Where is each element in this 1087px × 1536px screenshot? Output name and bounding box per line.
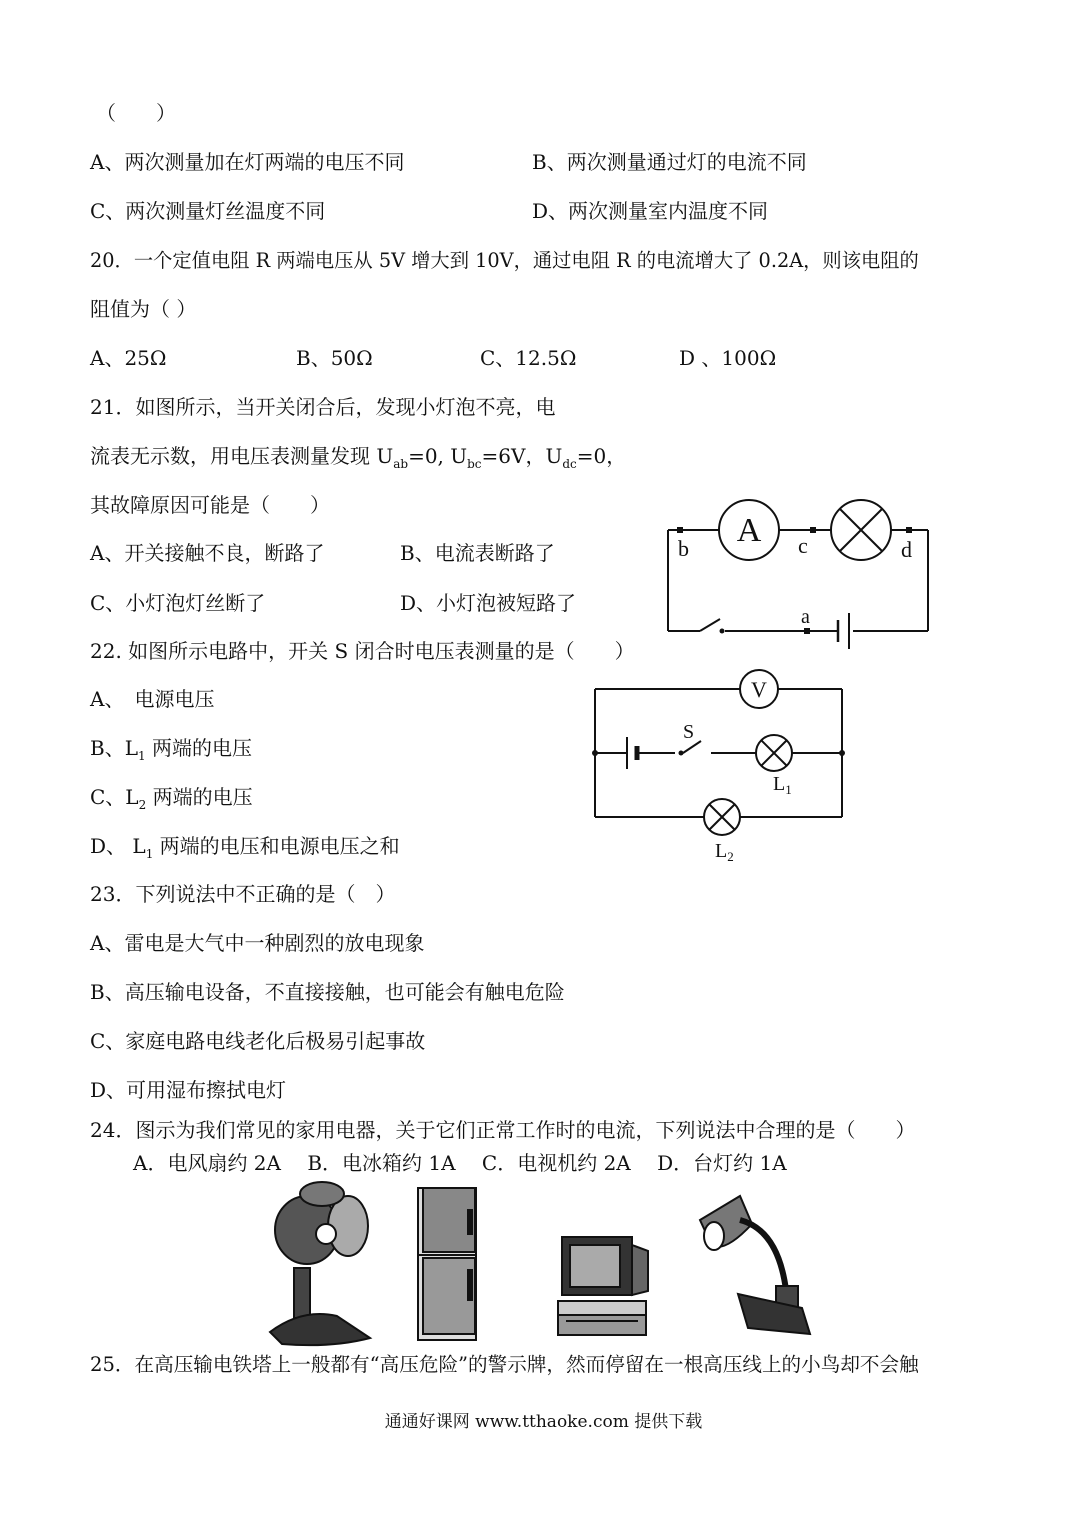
q20-stem-line1: 20．一个定值电阻 R 两端电压从 5V 增大到 10V，通过电阻 R 的电流增大了 0.2A，则该电阻的 [90,249,919,272]
q22-text: C、L [90,785,139,809]
voltmeter-label: V [751,677,767,702]
q23-stem: 23．下列说法中不正确的是（ ） [90,882,396,906]
q19-option-a: A、两次测量加在灯两端的电压不同 [90,150,405,174]
ammeter-label: A [736,512,762,549]
answer-brackets: （ ） [96,101,176,125]
q19-option-b: B、两次测量通过灯的电流不同 [532,150,807,174]
q21-stem-line1: 21．如图所示，当开关闭合后，发现小灯泡不亮，电 [90,395,556,419]
q23-option-d: D、可用湿布擦拭电灯 [90,1078,287,1102]
point-b-label: b [678,536,689,561]
subscript: 1 [145,847,154,861]
q21-text: =0， [576,444,627,468]
q21-text: =0, U [408,444,468,468]
q21-option-b: B、电流表断路了 [400,541,555,565]
q22-stem: 22. 如图所示电路中，开关 S 闭合时电压表测量的是（ ） [90,639,635,663]
point-d-label: d [901,537,912,562]
q21-stem-line3: 其故障原因可能是（ ） [90,493,330,517]
q22-option-b [90,735,252,769]
q22-text: 两端的电压 [146,785,253,809]
q20-stem-line2: 阻值为（ ） [90,297,197,321]
q19-option-d: D、两次测量室内温度不同 [532,199,769,223]
q22-text: 两端的电压 [145,736,252,760]
q22-text: 两端的电压和电源电压之和 [153,834,400,858]
q21-option-c: C、小灯泡灯丝断了 [90,591,266,615]
desk-lamp-illustration [690,1190,820,1350]
q22-circuit-diagram [585,665,855,870]
q25-stem: 25．在高压输电铁塔上一般都有“高压危险”的警示牌，然而停留在一根高压线上的小鸟却不会触 [90,1353,919,1376]
lamp-l2-label [715,840,734,864]
electric-fan-illustration [262,1180,374,1350]
q20-option-b: B、50Ω [296,346,373,370]
q22-option-c [90,784,253,818]
q21-text: 流表无示数，用电压表测量发现 U [90,444,394,468]
subscript: 1 [137,749,146,763]
point-c-label: c [798,533,808,558]
q23-option-b: B、高压输电设备，不直接接触，也可能会有触电危险 [90,980,565,1004]
lamp-l2-letter: L [715,840,728,862]
q22-text: B、L [90,736,138,760]
q21-option-d: D、小灯泡被短路了 [400,591,577,615]
lamp-l1-letter: L [773,773,786,795]
q22-text: D、 L [90,834,146,858]
q22-option-d [90,833,400,867]
page-footer: 通通好课网 www.tthaoke.com 提供下载 [384,1412,703,1432]
subscript: dc [562,457,577,471]
q20-option-a: A、25Ω [90,346,167,370]
switch-s-label: S [683,721,695,743]
q20-option-d: D 、100Ω [679,346,777,370]
q21-circuit-diagram [660,495,940,650]
lamp-l1-subscript: 1 [785,782,792,797]
subscript: bc [467,457,482,471]
q20-option-c: C、12.5Ω [480,346,577,370]
lamp-l2-subscript: 2 [727,849,734,864]
q23-option-a: A、雷电是大气中一种剧烈的放电现象 [90,931,425,955]
subscript: ab [393,457,409,471]
television-illustration [552,1225,656,1340]
refrigerator-illustration [410,1180,482,1350]
q21-option-a: A、开关接触不良，断路了 [90,541,325,565]
q22-option-a: A、 电源电压 [90,687,215,711]
point-a-label: a [801,606,810,628]
q24-stem: 24．图示为我们常见的家用电器，关于它们正常工作时的电流，下列说法中合理的是（ ） [90,1118,916,1142]
lamp-l1-label [773,773,792,797]
q19-option-c: C、两次测量灯丝温度不同 [90,199,326,223]
q21-stem-line2 [90,443,626,477]
q21-text: =6V，U [481,444,563,468]
subscript: 2 [138,798,147,812]
q23-option-c: C、家庭电路电线老化后极易引起事故 [90,1029,426,1053]
q24-options: A．电风扇约 2A B．电冰箱约 1A C．电视机约 2A D．台灯约 1A [133,1151,787,1175]
